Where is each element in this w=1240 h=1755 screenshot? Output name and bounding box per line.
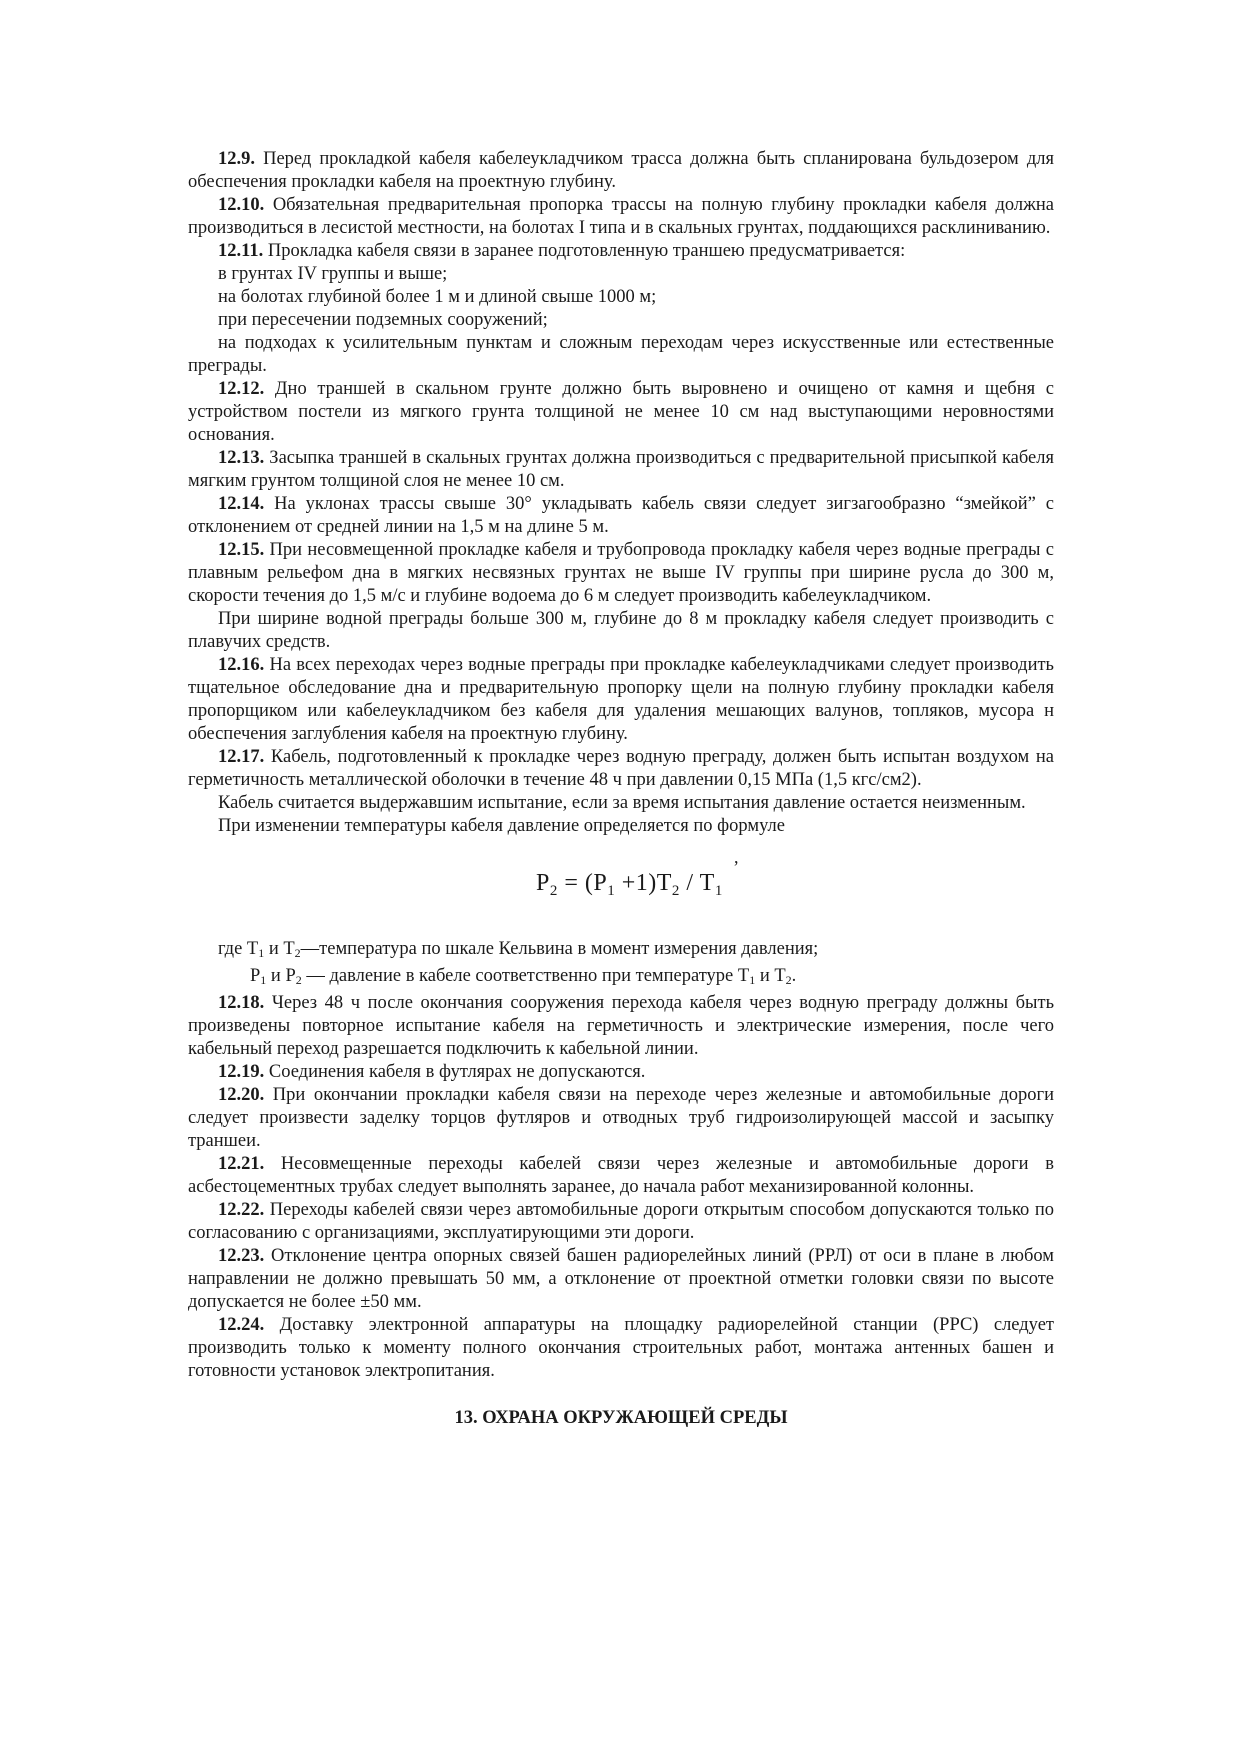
- formula-explanation-pressure: [188, 965, 1054, 992]
- paragraph-12-15-continued: При ширине водной преграды больше 300 м, глубине до 8 м прокладку кабеля следует производить с плавучих средств.: [188, 609, 1054, 652]
- clause-number: 12.21.: [218, 1154, 265, 1174]
- paragraph-12-24: [188, 1314, 1054, 1383]
- explanation-text: —температура по шкале Кельвина в момент измерения давления;: [300, 939, 819, 959]
- paragraph-12-20: [188, 1084, 1054, 1153]
- clause-text: Соединения кабеля в футлярах не допускаются.: [264, 1062, 646, 1082]
- clause-number: 12.9.: [218, 149, 255, 169]
- paragraph-12-16: [188, 654, 1054, 746]
- formula-symbol: P: [536, 870, 550, 896]
- paragraph-12-23: [188, 1245, 1054, 1314]
- paragraph-12-11: [188, 240, 1054, 263]
- paragraph-12-22: [188, 1199, 1054, 1245]
- clause-text: Отклонение центра опорных связей башен радиорелейных линий (РРЛ) от оси в плане в любом направлении не должно превышать 50 мм, а отклонение от проектной отметки головки связи по высоте допускается не более ±50 мм.: [188, 1246, 1054, 1312]
- formula-symbol: / T: [679, 870, 715, 896]
- paragraph-12-18: [188, 992, 1054, 1061]
- clause-number: 12.18.: [218, 993, 265, 1013]
- formula-subscript: 1: [714, 883, 723, 899]
- clause-text: Дно траншей в скальном грунте должно быть выровнено и очищено от камня и щебня с устройством постели из мягкого грунта толщиной не менее 10 см над выступающими неровностями основания.: [188, 379, 1054, 445]
- clause-number: 12.17.: [218, 747, 265, 767]
- formula-symbol: +1)T: [615, 870, 672, 896]
- clause-text: Кабель, подготовленный к прокладке через водную преграду, должен быть испытан воздухом на герметичность металлической оболочки в течение 48 ч при давлении 0,15 МПа (1,5 кгс/см2).: [188, 747, 1054, 790]
- clause-text: Перед прокладкой кабеля кабелеукладчиком трасса должна быть спланирована бульдозером для обеспечения прокладки кабеля на проектную глубину.: [188, 149, 1054, 192]
- list-item: на болотах глубиной более 1 м и длиной свыше 1000 м;: [218, 287, 657, 307]
- clause-text: При несовмещенной прокладке кабеля и трубопровода прокладку кабеля через водные преграды с плавным рельефом дна в мягких несвязных грунтах не выше IV группы при ширине русла до 300 м, скорости течения до 1,5 м/с и глубине водоема до 6 м следует производить кабелеукладчиком.: [188, 540, 1054, 606]
- explanation-text: и T: [264, 939, 295, 959]
- clause-text: Переходы кабелей связи через автомобильные дороги открытым способом допускаются только по согласованию с организациями, эксплуатирующими эти дороги.: [188, 1200, 1054, 1243]
- explanation-text: P: [250, 966, 261, 986]
- list-item: на подходах к усилительным пунктам и сложным переходам через искусственные или естественные преграды.: [188, 333, 1054, 376]
- clause-text: Обязательная предварительная пропорка трассы на полную глубину прокладки кабеля должна производиться в лесистой местности, на болотах I типа и в скальных грунтах, поддающихся расклиниванию.: [188, 195, 1054, 238]
- clause-number: 12.16.: [218, 655, 265, 675]
- formula-explanation-temperature: [188, 938, 1054, 965]
- paragraph-12-12: [188, 378, 1054, 447]
- formula-symbol: = (P: [557, 870, 608, 896]
- explanation-text: и P: [266, 966, 296, 986]
- paragraph-12-17-continued: Кабель считается выдержавшим испытание, если за время испытания давление остается неизменным.: [218, 793, 1026, 813]
- clause-number: 12.20.: [218, 1085, 265, 1105]
- clause-number: 12.10.: [218, 195, 265, 215]
- explanation-text: — давление в кабеле соответственно при температуре T: [301, 966, 750, 986]
- clause-text: Несовмещенные переходы кабелей связи через железные и автомобильные дороги в асбестоцементных трубах следует выполнять заранее, до начала работ механизированной колонны.: [188, 1154, 1054, 1197]
- formula-subscript: 2: [671, 883, 680, 899]
- clause-text: На всех переходах через водные преграды при прокладке кабелеукладчиками следует производить тщательное обследование дна и предварительную пропорку щели на полную глубину прокладки кабеля пропорщиком или кабелеукладчиком без кабеля для удаления мешающих валунов, топляков, мусора н обеспечения заглубления кабеля на проектную глубину.: [188, 655, 1054, 744]
- explanation-subscript: 2: [785, 973, 792, 987]
- explanation-subscript: 2: [294, 946, 301, 960]
- explanation-subscript: 2: [295, 973, 302, 987]
- clause-text: На уклонах трассы свыше 30° укладывать кабель связи следует зигзагообразно “змейкой” с отклонением от средней линии на 1,5 м на длине 5 м.: [188, 494, 1054, 537]
- clause-text: Засыпка траншей в скальных грунтах должна производиться с предварительной присыпкой кабеля мягким грунтом толщиной слоя не менее 10 см.: [188, 448, 1054, 491]
- paragraph-12-17: [188, 746, 1054, 792]
- formula-subscript: 1: [607, 883, 616, 899]
- clause-number: 12.11.: [218, 241, 264, 261]
- paragraph-12-17-formula-intro: При изменении температуры кабеля давление определяется по формуле: [218, 816, 785, 836]
- clause-text: Доставку электронной аппаратуры на площадку радиорелейной станции (РРС) следует производить только к моменту полного окончания строительных работ, монтажа антенных башен и готовности установок электропитания.: [188, 1315, 1054, 1381]
- section-heading: 13. ОХРАНА ОКРУЖАЮЩЕЙ СРЕДЫ: [454, 1408, 788, 1428]
- clause-number: 12.22.: [218, 1200, 265, 1220]
- clause-number: 12.12.: [218, 379, 265, 399]
- formula-comma: ,: [734, 847, 739, 867]
- explanation-subscript: 1: [749, 973, 756, 987]
- clause-number: 12.15.: [218, 540, 265, 560]
- clause-number: 12.19.: [218, 1062, 265, 1082]
- explanation-text: где T: [218, 939, 259, 959]
- list-item: в грунтах IV группы и выше;: [218, 264, 448, 284]
- paragraph-12-14: [188, 493, 1054, 539]
- paragraph-12-10: [188, 194, 1054, 240]
- clause-number: 12.14.: [218, 494, 265, 514]
- document-page: [188, 148, 1054, 1430]
- paragraph-12-9: [188, 148, 1054, 194]
- paragraph-12-19: [188, 1061, 1054, 1084]
- clause-text: При окончании прокладки кабеля связи на переходе через железные и автомобильные дороги следует произвести заделку торцов футляров и отводных труб гидроизолирующей массой и засыпку траншеи.: [188, 1085, 1054, 1151]
- paragraph-12-21: [188, 1153, 1054, 1199]
- explanation-subscript: 1: [258, 946, 265, 960]
- clause-number: 12.13.: [218, 448, 265, 468]
- explanation-text: и T: [755, 966, 786, 986]
- clause-text: Прокладка кабеля связи в заранее подготовленную траншею предусматривается:: [263, 241, 906, 261]
- paragraph-12-13: [188, 447, 1054, 493]
- explanation-text: .: [791, 966, 797, 986]
- clause-number: 12.23.: [218, 1246, 265, 1266]
- clause-number: 12.24.: [218, 1315, 265, 1335]
- paragraph-12-15: [188, 539, 1054, 608]
- clause-text: Через 48 ч после окончания сооружения перехода кабеля через водную преграду должны быть произведены повторное испытание кабеля на герметичность и электрические измерения, после чего кабельный переход разрешается подключить к кабельной линии.: [188, 993, 1054, 1059]
- formula-subscript: 2: [549, 883, 558, 899]
- formula-block: [188, 847, 1054, 938]
- list-item: при пересечении подземных сооружений;: [218, 310, 548, 330]
- pressure-formula: [536, 872, 723, 903]
- explanation-subscript: 1: [260, 973, 267, 987]
